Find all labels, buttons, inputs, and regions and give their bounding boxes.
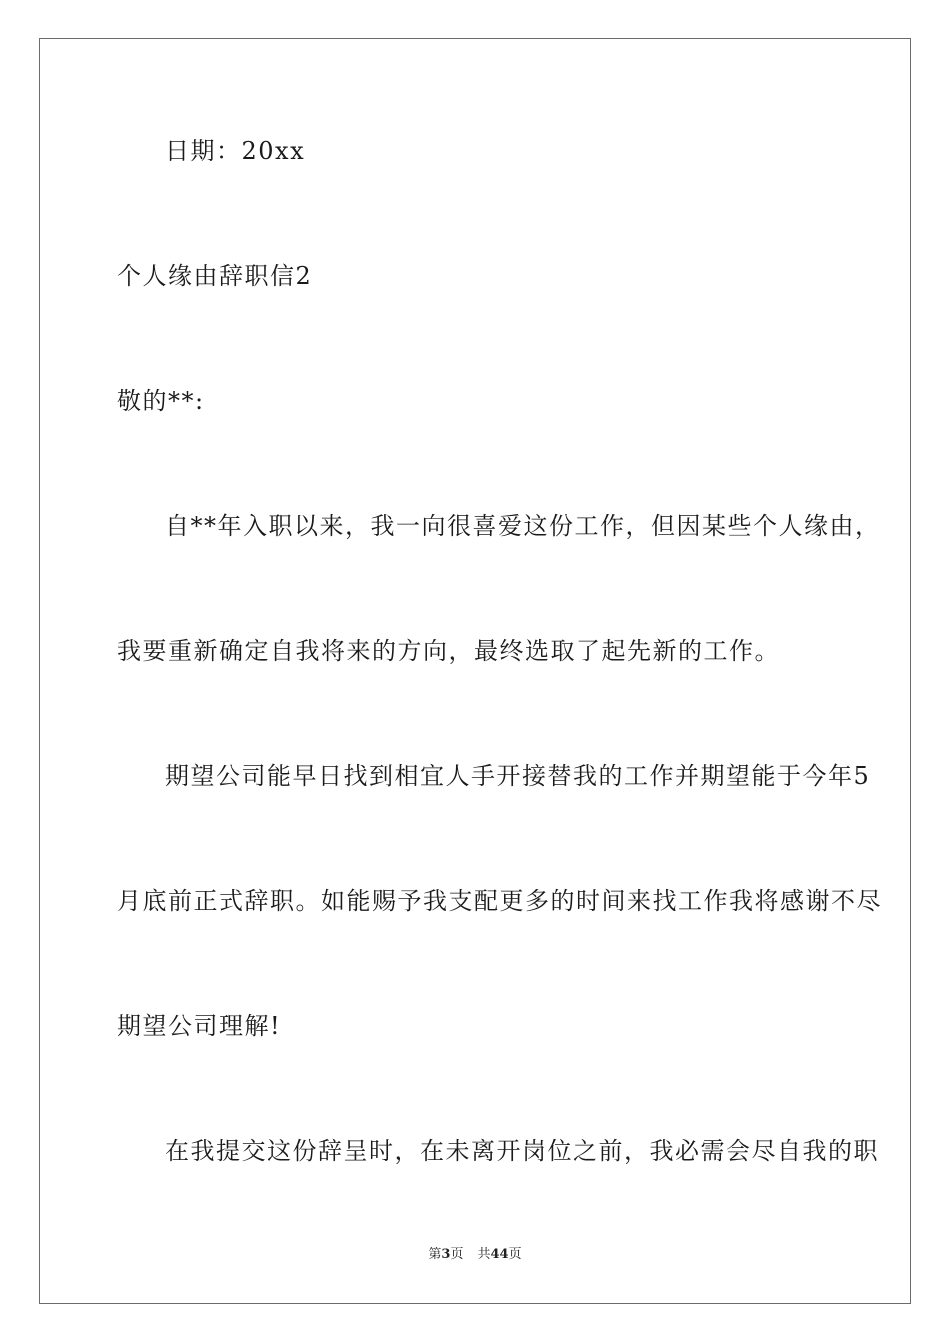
- footer-total-prefix: 共: [477, 1247, 491, 1262]
- paragraph-line: 期望公司能早日找到相宜人手开接替我的工作并期望能于今年5: [165, 762, 871, 790]
- footer-page-number: 3: [441, 1247, 451, 1262]
- page-footer: [0, 1246, 950, 1264]
- date-line: 日期：20xx: [165, 137, 306, 165]
- paragraph-line: 自**年入职以来，我一向很喜爱这份工作，但因某些个人缘由，: [165, 512, 881, 540]
- paragraph-line: 我要重新确定自我将来的方向，最终选取了起先新的工作。: [117, 637, 780, 665]
- footer-page-prefix: 第: [428, 1247, 442, 1262]
- paragraph-line: 在我提交这份辞呈时，在未离开岗位之前，我必需会尽自我的职: [165, 1137, 879, 1165]
- footer-total-pages: 44: [490, 1247, 509, 1262]
- footer-total-suffix: 页: [508, 1247, 522, 1262]
- paragraph-line: 期望公司理解!: [117, 1012, 282, 1040]
- page-border: [39, 38, 911, 1304]
- footer-page-suffix: 页: [450, 1247, 464, 1262]
- section-heading: 个人缘由辞职信2: [117, 262, 313, 290]
- salutation: 敬的**:: [117, 387, 205, 415]
- paragraph-line: 月底前正式辞职。如能赐予我支配更多的时间来找工作我将感谢不尽: [117, 887, 882, 915]
